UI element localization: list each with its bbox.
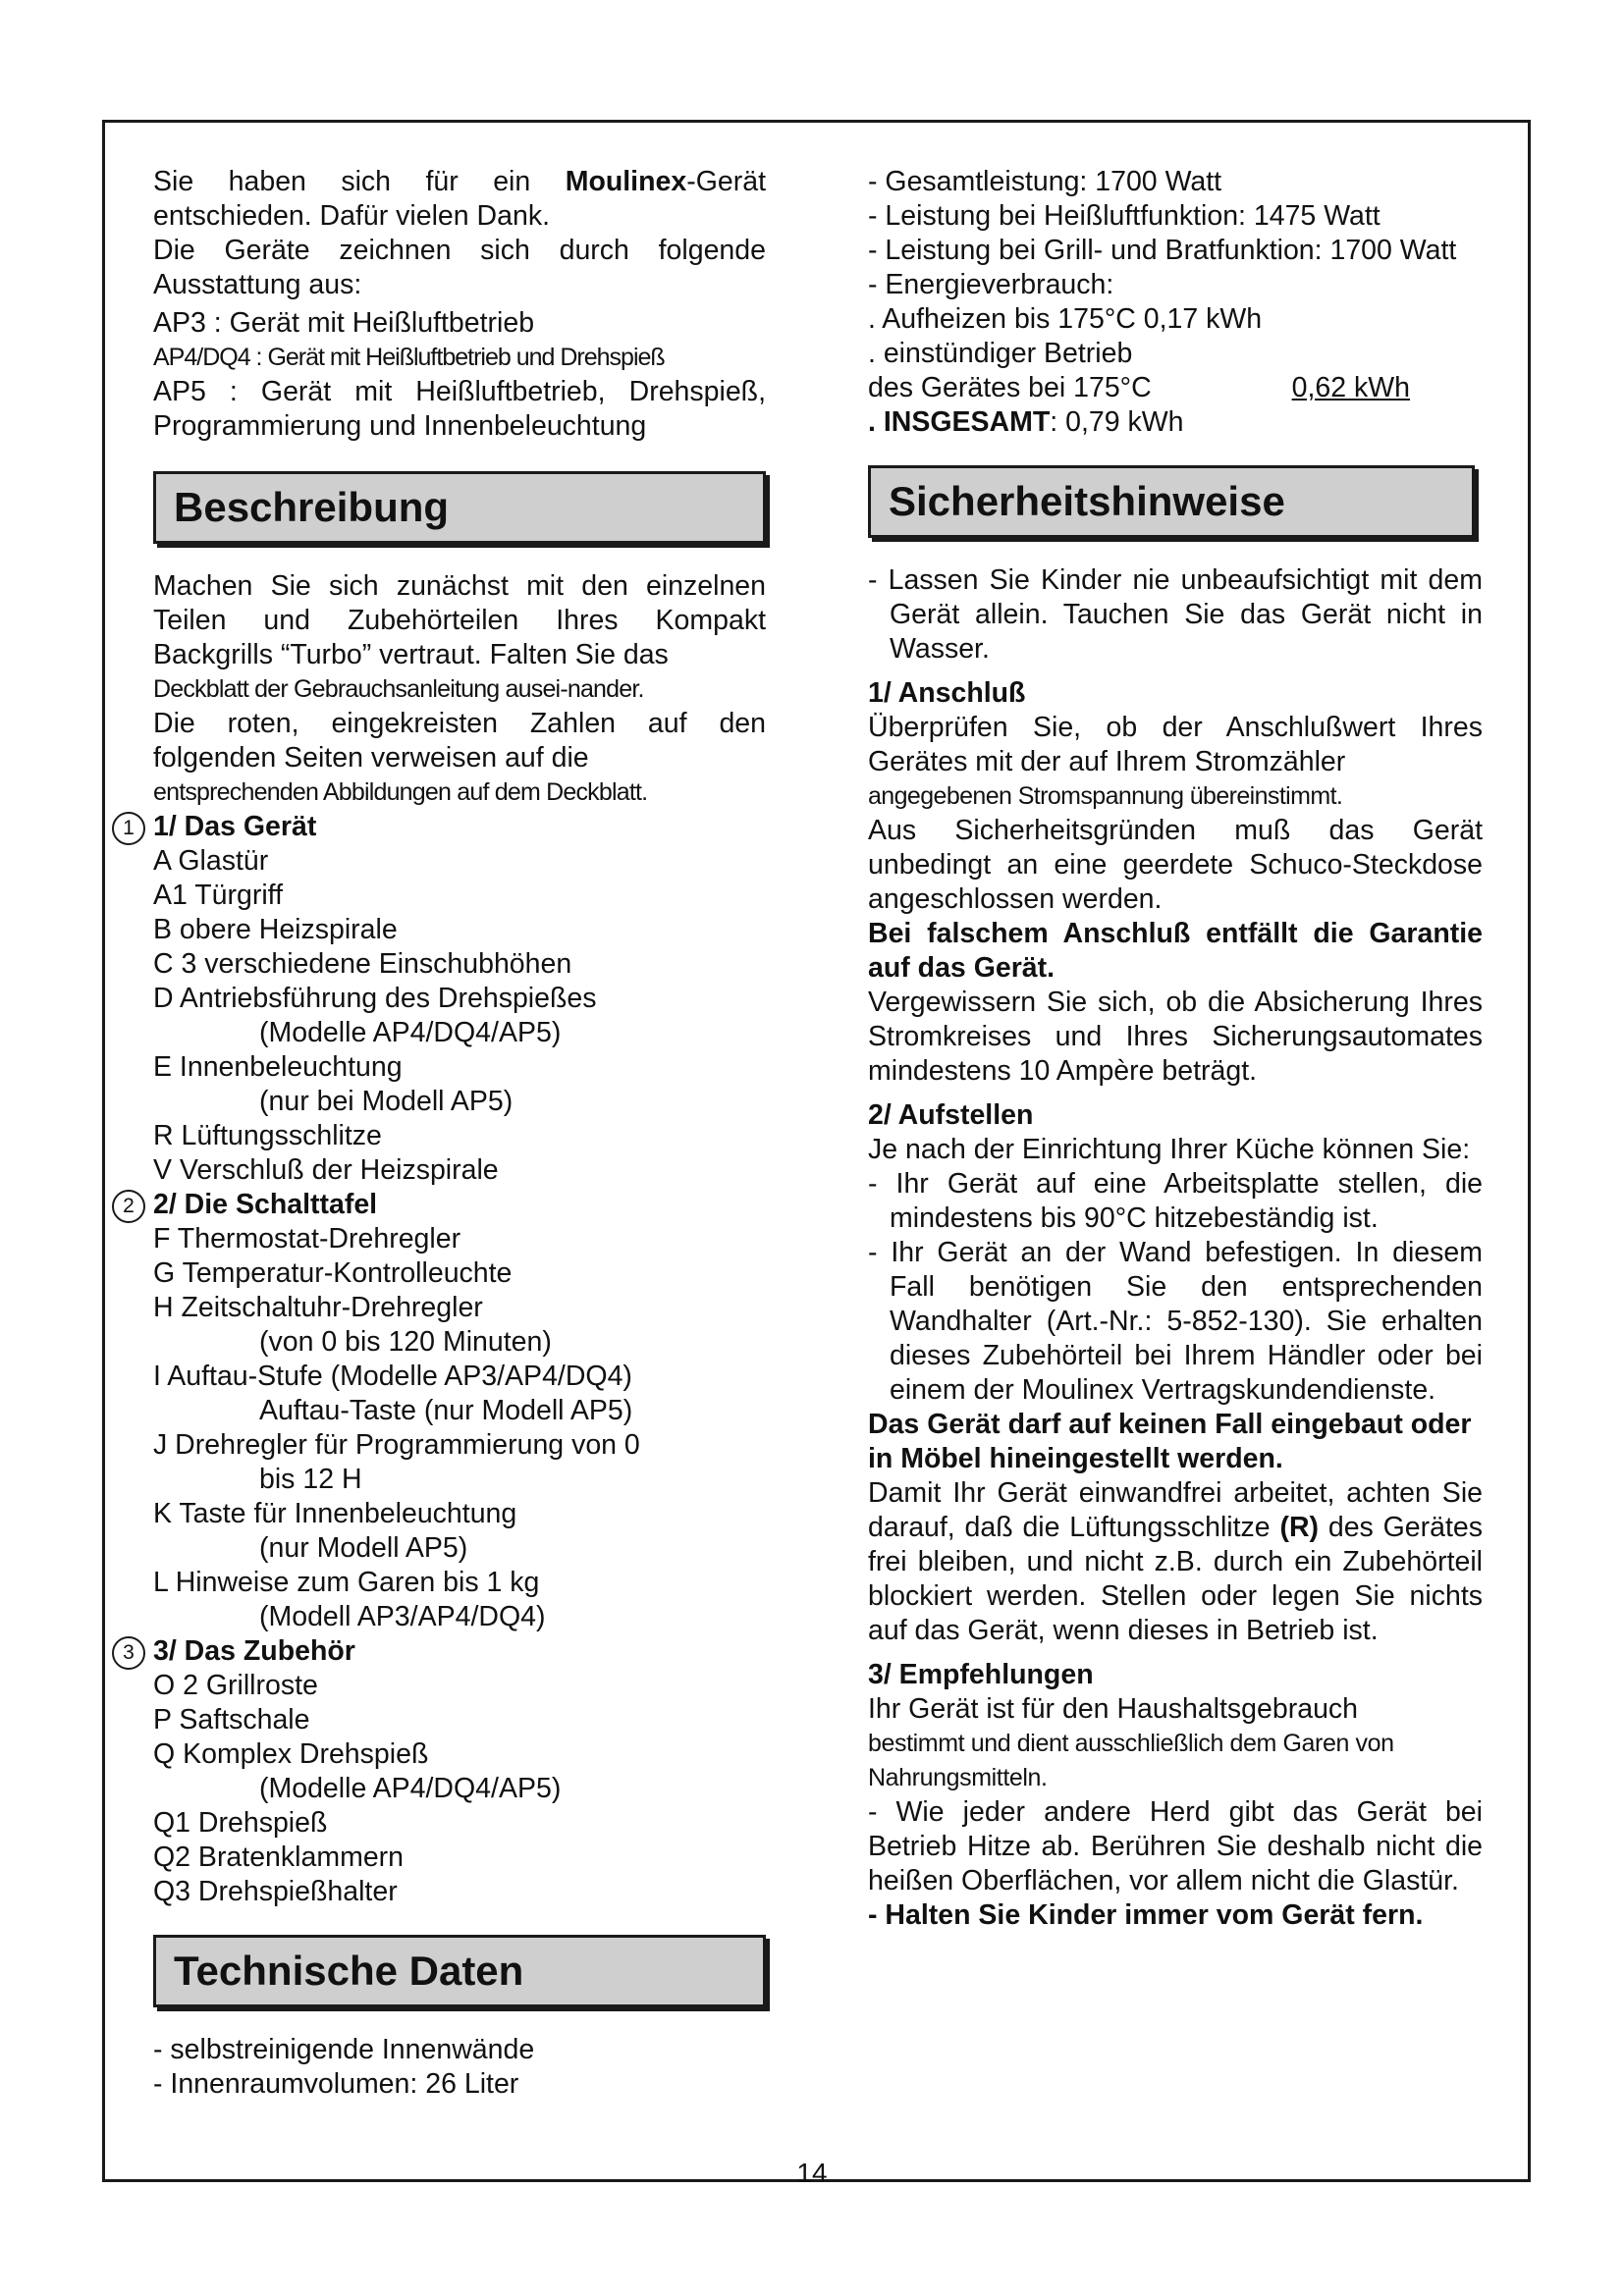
list-item: P Saftschale [153, 1704, 310, 1735]
anschluss-warning: Bei falschem Anschluß entfällt die Garantie auf das Gerät. [868, 918, 1483, 984]
list-item-note: bis 12 H [259, 1464, 362, 1495]
list-item: A Glastür [153, 845, 269, 877]
list-item: H Zeitschaltuhr-Drehregler [153, 1292, 483, 1323]
list-item: - Innenraumvolumen: 26 Liter [153, 2068, 519, 2100]
subsection-zubehoer: 3 3/ Das Zubehör [153, 1634, 766, 1669]
spec-betrieb-row [868, 371, 1410, 405]
list-item: A1 Türgriff [153, 880, 284, 911]
spec-betrieb-label: des Gerätes bei 175°C [868, 372, 1152, 403]
subsection-empfehlungen: 3/ Empfehlungen [868, 1659, 1094, 1690]
list-item-note: (nur bei Modell AP5) [259, 1086, 514, 1117]
section-beschreibung-title: Beschreibung [153, 471, 766, 544]
model-ap3: AP3 : Gerät mit Heißluftbetrieb [153, 307, 535, 339]
intro-features: Die Geräte zeichnen sich durch folgende Ausstattung aus: [153, 235, 766, 300]
spec-gesamtleistung: - Gesamtleistung: 1700 Watt [868, 166, 1222, 197]
spec-betrieb-value: 0,62 kWh [1291, 372, 1410, 403]
anschluss-text-d: Vergewissern Sie sich, ob die Absicherung Ihres Stromkreises und Ihres Sicherungsautomates mindestens 10 Ampère beträgt. [868, 987, 1483, 1087]
list-item: L Hinweise zum Garen bis 1 kg [153, 1567, 540, 1598]
list-item-note: (nur Modell AP5) [259, 1532, 468, 1564]
list-item: B obere Heizspirale [153, 914, 398, 945]
subsection-anschluss: 1/ Anschluß [868, 677, 1026, 709]
empfehlungen-text-a: Ihr Gerät ist für den Haushaltsgebrauch [868, 1693, 1359, 1725]
beschreibung-text-d: entsprechenden Abbildungen auf dem Deckblatt. [153, 778, 648, 806]
list-item: Q3 Drehspießhalter [153, 1876, 398, 1907]
list-item: C 3 verschiedene Einschubhöhen [153, 948, 572, 980]
list-item: R Lüftungsschlitze [153, 1120, 382, 1151]
list-item: Q Komplex Drehspieß [153, 1738, 429, 1770]
spec-betrieb: . einstündiger Betrieb [868, 338, 1133, 369]
section-technische-daten-title: Technische Daten [153, 1935, 766, 2007]
sicherheit-intro: - Lassen Sie Kinder nie unbeaufsichtigt mit dem Gerät allein. Tauchen Sie das Gerät nicht in Wasser. [868, 564, 1483, 665]
list-item: K Taste für Innenbeleuchtung [153, 1498, 517, 1529]
list-item-note: (von 0 bis 120 Minuten) [259, 1326, 552, 1358]
subsection-schalttafel: 2 2/ Die Schalttafel [153, 1188, 766, 1222]
aufstellen-item-2: - Ihr Gerät an der Wand befestigen. In diesem Fall benötigen Sie den entsprechenden Wandhalter (Art.-Nr.: 5-852-130). Sie erhalten dieses Zubehörteil bei Ihrem Händler oder bei einem der Moulinex Vertragskundendienste. [868, 1237, 1483, 1406]
list-item: J Drehregler für Programmierung von 0 [153, 1429, 640, 1461]
list-item: D Antriebsführung des Drehspießes [153, 983, 597, 1014]
list-item-note: (Modell AP3/AP4/DQ4) [259, 1601, 546, 1632]
figure-ref-badge-3: 3 [112, 1636, 145, 1670]
spec-grill: - Leistung bei Grill- und Bratfunktion: 1700 Watt [868, 235, 1457, 266]
anschluss-text-c: Aus Sicherheitsgründen muß das Gerät unbedingt an eine geerdete Schuco-Steckdose angeschlossen werden. [868, 815, 1483, 915]
list-item: Q1 Drehspieß [153, 1807, 328, 1839]
subsection-aufstellen: 2/ Aufstellen [868, 1099, 1034, 1131]
anschluss-text-a: Überprüfen Sie, ob der Anschlußwert Ihres Gerätes mit der auf Ihrem Stromzähler [868, 712, 1483, 777]
figure-ref-badge-2: 2 [112, 1190, 145, 1223]
aufstellen-text-b: Damit Ihr Gerät einwandfrei arbeitet, achten Sie darauf, daß die Lüftungsschlitze (R) des Gerätes frei bleiben, und nicht z.B. durch ein Zubehörteil blockiert werden. Stellen oder legen Sie nichts auf das Gerät, wenn dieses in Betrieb ist. [868, 1477, 1483, 1646]
model-ap5: AP5 : Gerät mit Heißluftbetrieb, Drehspieß, Programmierung und Innenbeleuchtung [153, 376, 766, 442]
beschreibung-text-b: Deckblatt der Gebrauchsanleitung ausei-nander. [153, 675, 644, 703]
empfehlungen-warning: - Halten Sie Kinder immer vom Gerät fern. [868, 1899, 1424, 1931]
beschreibung-text-a: Machen Sie sich zunächst mit den einzelnen Teilen und Zubehörteilen Ihres Kompakt Backgrills “Turbo” vertraut. Falten Sie das [153, 570, 766, 670]
list-item-note: (Modelle AP4/DQ4/AP5) [259, 1773, 562, 1804]
left-column [123, 165, 766, 2102]
list-item: V Verschluß der Heizspirale [153, 1154, 499, 1186]
empfehlungen-text-c: - Wie jeder andere Herd gibt das Gerät bei Betrieb Hitze ab. Berühren Sie deshalb nicht die heißen Oberflächen, vor allem nicht die Glastür. [868, 1796, 1483, 1896]
list-item: G Temperatur-Kontrolleuchte [153, 1257, 513, 1289]
aufstellen-warning: Das Gerät darf auf keinen Fall eingebaut oder in Möbel hineingestellt werden. [868, 1409, 1472, 1474]
list-item: F Thermostat-Drehregler [153, 1223, 461, 1255]
list-item: I Auftau-Stufe (Modelle AP3/AP4/DQ4) [153, 1361, 632, 1392]
anschluss-text-b: angegebenen Stromspannung übereinstimmt. [868, 782, 1343, 810]
spec-energie: - Energieverbrauch: [868, 269, 1114, 300]
list-item-note: Auftau-Taste (nur Modell AP5) [259, 1395, 633, 1426]
list-item-note: (Modelle AP4/DQ4/AP5) [259, 1017, 562, 1048]
model-ap4: AP4/DQ4 : Gerät mit Heißluftbetrieb und Drehspieß [153, 344, 665, 371]
right-column [868, 165, 1483, 1933]
spec-aufheizen: . Aufheizen bis 175°C 0,17 kWh [868, 303, 1263, 335]
aufstellen-item-1: - Ihr Gerät auf eine Arbeitsplatte stellen, die mindestens bis 90°C hitzebeständig ist. [868, 1168, 1483, 1234]
spec-heissluft: - Leistung bei Heißluftfunktion: 1475 Watt [868, 200, 1380, 232]
aufstellen-text-a: Je nach der Einrichtung Ihrer Küche können Sie: [868, 1134, 1471, 1165]
empfehlungen-text-b: bestimmt und dient ausschließlich dem Garen von Nahrungsmitteln. [868, 1730, 1394, 1791]
section-sicherheit-title: Sicherheitshinweise [868, 465, 1475, 538]
list-item: - selbstreinigende Innenwände [153, 2034, 535, 2065]
brand-name: Moulinex [565, 166, 687, 197]
list-item: Q2 Bratenklammern [153, 1842, 405, 1873]
beschreibung-text-c: Die roten, eingekreisten Zahlen auf den folgenden Seiten verweisen auf die [153, 708, 766, 774]
intro-thanks: Sie haben sich für ein Moulinex-Gerät entschieden. Dafür vielen Dank. [153, 166, 766, 232]
figure-ref-badge-1: 1 [112, 812, 145, 845]
list-item: O 2 Grillroste [153, 1670, 318, 1701]
list-item: E Innenbeleuchtung [153, 1051, 403, 1083]
subsection-geraet: 1 1/ Das Gerät [153, 810, 766, 844]
page-number: 14 [796, 2158, 828, 2188]
spec-insgesamt: . INSGESAMT: 0,79 kWh [868, 406, 1184, 438]
